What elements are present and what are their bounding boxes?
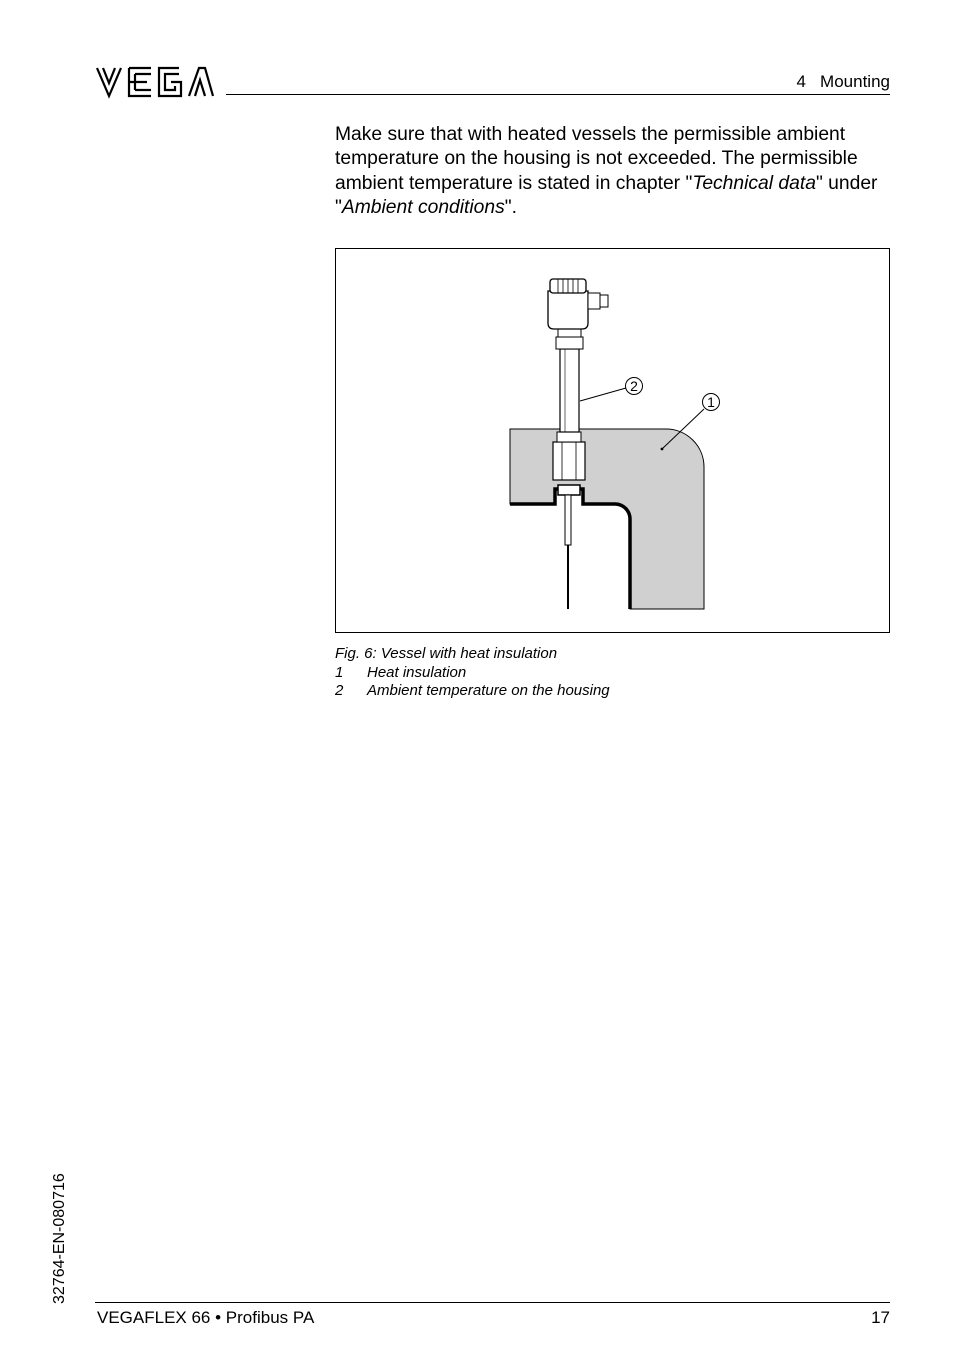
cable-gland (588, 293, 600, 309)
footer-rule (95, 1302, 890, 1303)
heat-insulation-area (510, 429, 704, 609)
page-number: 17 (871, 1308, 890, 1327)
vega-logo (95, 64, 215, 100)
callout-number-2: 2 (630, 378, 638, 394)
figure-caption: Fig. 6: Vessel with heat insulation (335, 645, 558, 662)
document-id: 32764-EN-080716 (51, 1173, 68, 1304)
legend-text: Ambient temperature on the housing (367, 682, 610, 699)
figure-vessel-heat-insulation (335, 248, 890, 633)
section-title: 4 Mounting (796, 72, 890, 91)
header-rule (226, 94, 890, 95)
extension-tube (560, 349, 579, 432)
intro-link-ambient-conditions: Ambient conditions (341, 197, 505, 219)
process-flange (558, 485, 580, 495)
probe-rod (565, 495, 571, 545)
hex-nut (553, 442, 585, 480)
legend-text: Heat insulation (367, 664, 467, 681)
legend-number: 2 (335, 682, 344, 699)
sensor-housing (548, 291, 588, 329)
intro-text-2: " under " (335, 172, 878, 219)
footer-product: VEGAFLEX 66 • Profibus PA (97, 1308, 315, 1327)
intro-paragraph (335, 123, 895, 221)
intro-text-3: ". (504, 197, 517, 219)
intro-text-1: Make sure that with heated vessels the permissible ambient temperature on the housing is not exceeded. The permissible ambient temperature is stated in chapter " (335, 124, 858, 194)
legend-number: 1 (335, 664, 344, 681)
leader-line-2 (580, 388, 626, 401)
vessel-illustration (336, 249, 889, 632)
intro-link-technical-data: Technical data (692, 172, 816, 194)
callout-number-1: 1 (707, 394, 715, 410)
